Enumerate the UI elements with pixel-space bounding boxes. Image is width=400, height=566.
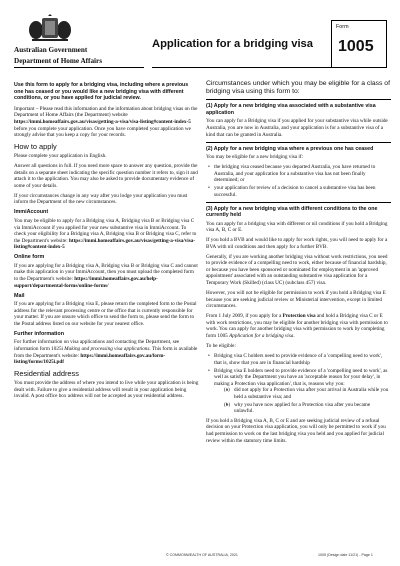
section-2-list [206, 164, 391, 198]
circumstances-heading: Circumstances under which you may be eligible for a class of bridging visa using this form to: [206, 80, 390, 96]
important-note: Important – Please read this information and the information about bridging visas on the Department of Home Affairs (the Department) website https://immi.homeaffairs.gov.au/visas/getting-a-visa/visa-listing#content-index-5 before you complete your application. Once you have completed your application we strongly advise that you keep a copy for your records. [14, 105, 198, 139]
list-item: • Bridging visa C holders need to provide evidence of a 'compelling need to work', that is, show that you are in financial hardship [206, 353, 391, 366]
further-info-heading: Further information [14, 330, 65, 337]
section-3-p4: However, you will not be eligible for permission to work if you hold a Bridging visa E because you are seeking judicial review or Ministerial intervention, except in limited circumstances. [206, 290, 386, 310]
form-number-box [331, 20, 387, 68]
section-3-p2: If you hold a BVB and would like to apply for work rights, you will need to apply for a BVA with nil conditions and then apply for a further BVB. [206, 237, 388, 250]
sub-list [224, 387, 391, 414]
coat-of-arms-icon [26, 14, 74, 42]
intro-text: Use this form to apply for a bridging visa, including where a previous one has ceased or you would like a new bridging visa with different conditions, or you have applied for judicial review. [14, 82, 189, 102]
important-link[interactable]: https://immi.homeaffairs.gov.au/visas/getting-a-visa/visa-listing#content-index-5 [14, 118, 191, 125]
list-item: • the bridging visa ceased because you departed Australia, you have returned to Australia, and your application for a substantive visa has not been finally determined; or [206, 164, 391, 184]
list-item: • Bridging visa E holders need to provide evidence of a 'compelling need to work', as well as satisfy the Department you have an 'acceptable reason for your delay', in making a Protection visa application', that is, reasons why you: • (a) did not apply for a Protection visa after your arrival in Australia while you held a substantive visa; and • (b) why you have now applied for a Protection visa after you became unlawful. [206, 368, 391, 415]
how-to-apply-heading: How to apply [14, 142, 57, 152]
immiaccount-text: You may be eligible to apply for a Bridging visa A, Bridging visa B or Bridging visa C via ImmiAccount if you applied for your new substantive visa in ImmiAccount. To check your eligibility for a Bridging visa A, Bridging visa B or Bridging visa C, refer to the Department's website: https://immi.homeaffairs.gov.au/visas/getting-a-visa/visa-listing#content-index-5 [14, 217, 197, 251]
how-to-apply-p2: Answer all questions in full. If you need more space to answer any question, provide the details on a separate sheet indicating the specific question number it refers to, sign it and attach it to the application. You may also be asked to provide documentary evidence of some of your details. [14, 163, 198, 189]
section-3-p6: To be eligible: [206, 342, 236, 349]
page-title: Application for a bridging visa [152, 38, 313, 50]
section-3-title: (3) Apply for a new bridging visa with different conditions to the one currently held [206, 205, 378, 219]
section-1-text: You can apply for a Bridging visa if you applied for your substantive visa while outside Australia, you are now in Australia, and your application is for a substantive visa of a kind that can be granted in Australia. [206, 118, 388, 138]
department-name: Department of Home Affairs [14, 57, 103, 65]
sub-list-item: • (a) did not apply for a Protection visa after your arrival in Australia while you held a substantive visa; and [224, 387, 391, 400]
how-to-apply-p1: Please complete your application in English. [14, 153, 107, 160]
immiaccount-heading: ImmiAccount [14, 209, 49, 216]
form-number: 1005 [338, 38, 374, 55]
government-name: Australian Government [14, 46, 88, 54]
section-divider [206, 99, 391, 100]
copyright-footer: © COMMONWEALTH OF AUSTRALIA, 2021 [166, 553, 238, 557]
page-footer: 1005 (Design date 11/21) - Page 1 [318, 553, 373, 557]
residential-heading: Residential address [14, 369, 79, 379]
further-info-link[interactable]: https://immi.homeaffairs.gov.au/form-listing/forms/1025i.pdf [14, 352, 166, 366]
mail-text: If you are applying for a Bridging visa E, please return the completed form to the Postal address for the relevant processing centre or the office that is currently responsible for your matter. If you are unsure which office to send the form to, please send the form to the Postal address listed on our website for your nearest office. [14, 301, 197, 327]
how-to-apply-p3: If your circumstances change in any way after you lodge your application you must inform the Department of the new circumstances. [14, 192, 188, 206]
list-item: • your application for review of a decision to cancel a substantive visa has been successful. [206, 185, 391, 198]
title-divider [152, 67, 387, 68]
header-divider [14, 67, 144, 68]
right-column [206, 80, 391, 448]
left-column [14, 82, 199, 403]
section-3-list [206, 353, 391, 415]
section-2-title: (2) Apply for a new bridging visa where a previous one has ceased [206, 145, 374, 152]
section-divider [206, 142, 391, 143]
mail-heading: Mail [14, 292, 25, 299]
section-divider [206, 202, 391, 203]
section-1-title: (1) Apply for a new bridging visa associated with a substantive visa application [206, 103, 376, 116]
online-form-heading: Online form [14, 254, 45, 261]
immiaccount-link[interactable]: https://immi.homeaffairs.gov.au/visas/getting-a-visa/visa-listing#content-index-5 [14, 237, 196, 251]
section-2-text: You may be eligible for a new bridging visa if: [206, 154, 304, 161]
section-3-p3: Generally, if you are working another bridging visa without work restrictions, you need to provide evidence of a compelling need to work, either because of financial hardship, or because you have been sponsored or nominated for employment in an 'approved appointment' associated with an outstanding substantive visa application for a Temporary Work (Skilled) (class UC) (subclass 457) visa. [206, 253, 388, 287]
online-form-link[interactable]: https://immi.homeaffairs.gov.au/help-support/departmental-forms/online-forms/ [14, 276, 158, 289]
online-form-text: If you are applying for a Bridging visa A, Bridging visa B or Bridging visa C and cannot make this application in your ImmiAccount, then you must upload the completed form to the Department's website: https://immi.homeaffairs.gov.au/help-support/departmental-forms/online-forms/ [14, 262, 198, 289]
residential-text: You must provide the address of where you intend to live while your application is being dealt with. Failure to give a residential address will result in your application being invalid. A post office box address will not be accepted as your residential address. [14, 380, 199, 400]
sub-list-item: • (b) why you have now applied for a Protection visa after you became unlawful. [224, 402, 391, 415]
section-3-p5: From 1 July 2009, if you apply for a Protection visa and hold a Bridging visa C or E with work restrictions, you may be eligible for another bridging visa with permission to work. You can apply for another bridging visa with permission to work by completing form 1005 Application for a bridging visa. [206, 313, 388, 339]
further-info-text: For further information on visa applications and contacting the Department, see information form 1025i Making and processing visa applications. This form is available from the Department's website: https://immi.homeaffairs.gov.au/form-listing/forms/1025i.pdf [14, 339, 198, 366]
form-label: Form [336, 24, 349, 30]
section-3-p1: You can apply for a bridging visa with different or nil conditions if you hold a Bridging visa A, B, C or E. [206, 220, 388, 234]
section-3-p7: If you hold a Bridging visa A, B, C or E and are seeking judicial review of a refusal decision on your Protection visa application, you will only be permitted to work if you had permission to work on the last bridging visa you held and you applied for judicial review within the statutory time limits. [206, 417, 386, 444]
